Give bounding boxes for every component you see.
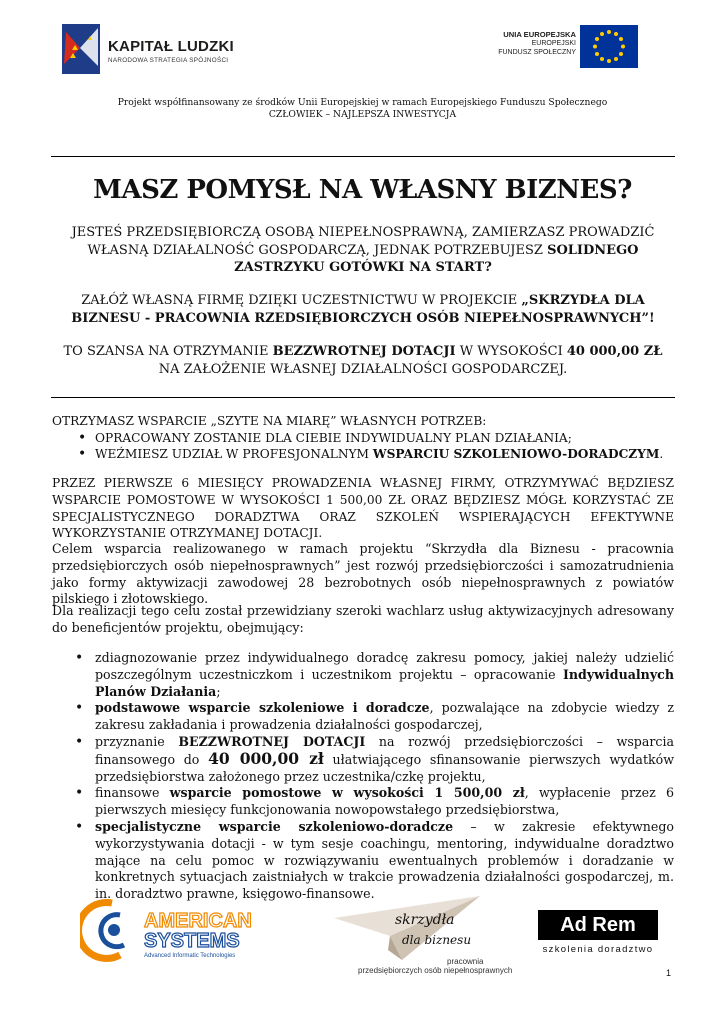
goal-paragraph: Celem wsparcia realizowanego w ramach projektu “Skrzydła dla Biznesu - pracownia przedsiębiorczych osób niepełnosprawnych” jest rozwój przedsiębiorczości i samozatrudnienia jako formy aktywizacji zawodowej 28 bezrobotnych osób niepełnosprawnych z powiatów pilskiego i złotowskiego. xyxy=(52,541,674,607)
service-5-bold: specjalistyczne wsparcie szkoleniowo-doradcze xyxy=(95,818,454,834)
service-2-bold: podstawowe wsparcie szkoleniowe i doradcze xyxy=(95,700,430,716)
skrzydla-tagline: przedsiębiorczych osób niepełnosprawnych xyxy=(358,966,513,975)
kapital-ludzki-emblem-icon xyxy=(58,20,108,78)
service-1-bold: Indywidualnych Planów Działania xyxy=(95,666,674,699)
service-4-bold: wsparcie pomostowe w wysokości 1 500,00 zł xyxy=(169,785,525,801)
adrem-logo: Ad Rem xyxy=(538,910,658,940)
service-3-amount: 40 000,00 zł xyxy=(208,748,324,768)
top-divider xyxy=(51,156,675,157)
intro-p1-text: JESTEŚ PRZEDSIĘBIORCZĄ OSOBĄ NIEPEŁNOSPRAWNĄ, ZAMIERZASZ PROWADZIĆ WŁASNĄ DZIAŁALNOŚĆ GOSPODARCZĄ, JEDNAK POTRZEBUJESZ xyxy=(71,225,655,258)
support-item-training-text: WEŹMIESZ UDZIAŁ W PROFESJONALNYM xyxy=(95,447,373,461)
skrzydla-name: skrzydła xyxy=(395,912,455,928)
skrzydla-sub: dla biznesu xyxy=(402,933,472,947)
intro-p3-text-b: W WYSOKOŚCI xyxy=(455,344,567,359)
american-systems-line1: AMERICAN xyxy=(144,910,252,932)
page-title: MASZ POMYSŁ NA WŁASNY BIZNES? xyxy=(93,175,632,205)
american-systems-logo xyxy=(80,897,270,965)
service-3-text-b: na rozwój przedsiębiorczości – wsparcia finansowego do xyxy=(95,733,674,767)
service-2-text: , pozwalające na zdobycie wiedzy z zakresu zakładania i prowadzenia działalności gospodarczej, xyxy=(95,700,674,733)
service-3-bold-a: BEZZWROTNEJ DOTACJI xyxy=(178,733,366,749)
intro-p3-bold-b: 40 000,00 ZŁ xyxy=(566,344,663,359)
support-list xyxy=(52,430,674,463)
support-item-plan: • OPRACOWANY ZOSTANIE DLA CIEBIE INDYWIDUALNY PLAN DZIAŁANIA; xyxy=(52,430,674,447)
intro-paragraph-2 xyxy=(52,292,674,327)
service-3-text-a: przyznanie xyxy=(95,733,179,749)
skrzydla-pracownia: pracownia xyxy=(447,957,484,966)
intro-p3-bold-a: BEZZWROTNEJ DOTACJI xyxy=(272,344,456,359)
page-number: 1 xyxy=(666,968,672,978)
service-item-diagnosis xyxy=(52,650,674,700)
service-item-basic-training xyxy=(52,700,674,734)
support-item-training-bold: WSPARCIU SZKOLENIOWO-DORADCZYM xyxy=(372,447,660,461)
services-list xyxy=(52,650,674,903)
service-3-text-c: ułatwiającego sfinansowanie pierwszych wydatków przedsiębiorstwa założonego przez uczestnika/czkę projektu, xyxy=(95,751,674,784)
intro-p3-text-a: TO SZANSA NA OTRZYMANIE xyxy=(63,344,273,359)
project-note xyxy=(0,97,725,121)
intro-p2-text: ZAŁÓŻ WŁASNĄ FIRMĘ DZIĘKI UCZESTNICTWU W PROJEKCIE xyxy=(81,293,522,308)
services-section xyxy=(52,650,674,903)
intro-p2-bold: „SKRZYDŁA DLA BIZNESU - PRACOWNIA RZEDSIĘBIORCZYCH OSÓB NIEPEŁNOSPRAWNYCH”! xyxy=(71,293,655,326)
intro-p3-text-c: NA ZAŁOŻENIE WŁASNEJ DZIAŁALNOŚCI GOSPODARCZEJ. xyxy=(158,361,568,377)
intro-paragraph-3 xyxy=(52,343,674,378)
kapital-ludzki-subtitle: NARODOWA STRATEGIA SPÓJNOŚCI xyxy=(108,57,229,64)
eu-line1: EUROPEJSKI xyxy=(531,40,576,47)
service-1-text: zdiagnozowanie przez indywidualnego doradcę zakresu pomocy, jakiej należy udzielić poszczególnym uczestniczkom i uczestnikom projektu – opracowanie xyxy=(95,650,674,682)
project-note-line1: Projekt współfinansowany ze środków Unii Europejskiej w ramach Europejskiego Funduszu Społecznego xyxy=(117,97,608,108)
adrem-tagline: szkolenia doradztwo xyxy=(542,944,654,955)
middle-divider xyxy=(51,397,675,398)
service-1-end: ; xyxy=(216,683,221,699)
american-systems-tagline: Advanced Informatic Technologies xyxy=(144,953,236,959)
kapital-ludzki-title: KAPITAŁ LUDZKI xyxy=(108,38,234,55)
support-section xyxy=(52,413,674,463)
intro-paragraph-1 xyxy=(52,224,674,277)
eu-flag-icon xyxy=(580,25,638,68)
service-item-grant xyxy=(52,734,674,785)
support-lead: OTRZYMASZ WSPARCIE „SZYTE NA MIARĘ” WŁASNYCH POTRZEB: xyxy=(52,414,487,428)
service-4-text-a: finansowe xyxy=(95,785,170,801)
eu-line2: FUNDUSZ SPOŁECZNY xyxy=(498,49,576,56)
bridge-paragraph: PRZEZ PIERWSZE 6 MIESIĘCY PROWADZENIA WŁASNEJ FIRMY, OTRZYMYWAĆ BĘDZIESZ WSPARCIE POMOSTOWE W WYSOKOŚCI 1 500,00 ZŁ ORAZ BĘDZIESZ MÓGŁ KORZYSTAĆ ZE SPECJALISTYCZNEGO DORADZTWA ORAZ SZKOLEŃ WSPIERAJĄCYCH EFEKTYWNE WYKORZYSTANIE OTRZYMANEJ DOTACJI. xyxy=(52,476,674,541)
service-item-bridge-support xyxy=(52,785,674,819)
support-item-training xyxy=(52,446,674,463)
service-4-text-b: , wypłacenie przez 6 pierwszych miesięcy funkcjonowania nowopowstałego przedsiębiorstwa, xyxy=(95,785,674,818)
eu-title: UNIA EUROPEJSKA xyxy=(503,30,576,39)
service-5-text: – w zakresie efektywnego wykorzystywania dotacji - w tym sesje coachingu, mentoring, indywidualne doradztwo mające na celu pomoc w rozwiązywaniu ewentualnych problemów i doradzanie w konkretnych sytuacjach zaistniałych w trakcie prowadzenia działalności gospodarczej, m. in. doradztwo prawne, księgowo-finansowe. xyxy=(95,818,674,902)
intro-p1-bold: SOLIDNEGO ZASTRZYKU GOTÓWKI NA START? xyxy=(234,242,639,275)
support-item-training-end: . xyxy=(659,447,664,461)
services-intro: Dla realizacji tego celu został przewidziany szeroki wachlarz usług aktywizacyjnych adresowany do beneficjentów projektu, obejmujący: xyxy=(52,603,674,635)
american-systems-line2: SYSTEMS xyxy=(144,930,240,952)
eu-logo-text xyxy=(488,30,576,57)
project-note-line2: CZŁOWIEK – NAJLEPSZA INWESTYCJA xyxy=(268,109,457,120)
